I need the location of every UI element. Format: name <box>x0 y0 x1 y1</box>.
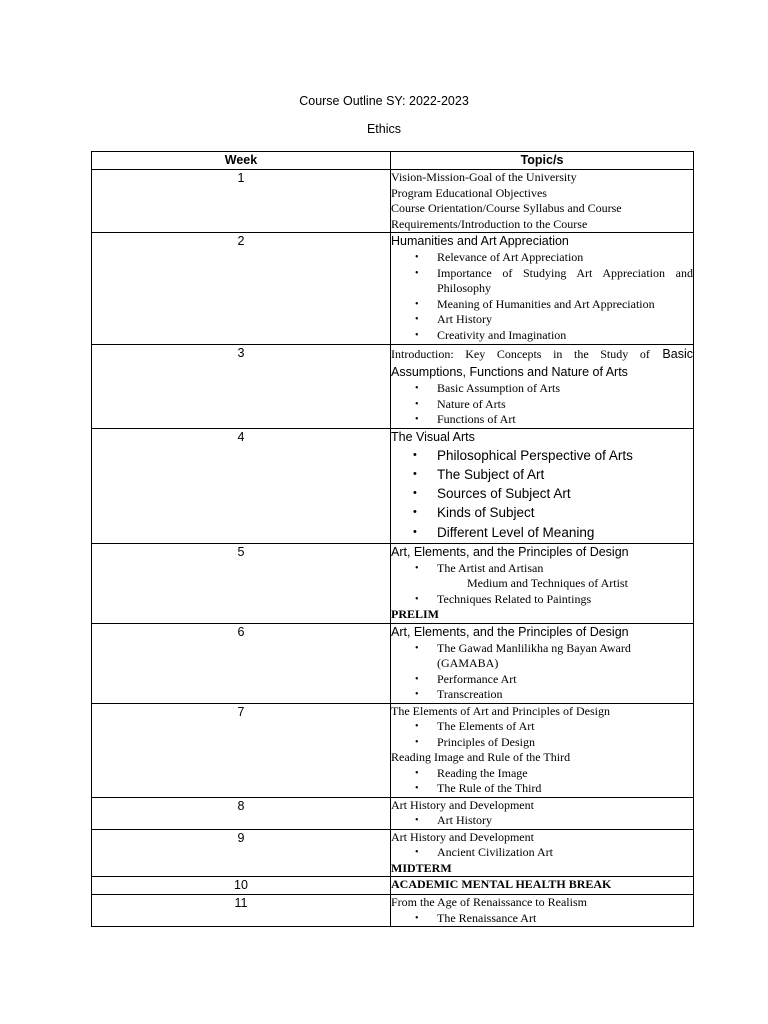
bullet-icon: • <box>415 314 419 325</box>
list-item: • The Gawad Manlilikha ng Bayan Award (GAMABA) <box>415 640 631 670</box>
topic-cell <box>391 428 694 543</box>
week-number: 8 <box>92 797 391 829</box>
topic-heading: Art History and Development <box>391 797 534 812</box>
topic-bullet-list <box>391 845 693 861</box>
bullet-icon: • <box>415 642 419 654</box>
topic-cell <box>391 543 694 623</box>
topic-bullet-list <box>391 446 693 542</box>
topic-heading: Introduction: Key Concepts in the Study of Basic Assumptions, Functions and Nature of Arts <box>391 347 693 379</box>
topic-bullet-list <box>391 719 693 750</box>
list-item: • The Subject of Art <box>391 465 693 484</box>
list-item: • The Rule of the Third <box>415 781 542 795</box>
table-row <box>92 170 694 233</box>
bullet-icon: • <box>413 467 417 480</box>
list-item: • Performance Art <box>415 671 517 686</box>
list-item: • Importance of Studying Art Appreciation and Philosophy <box>415 265 693 295</box>
week-number: 7 <box>92 703 391 797</box>
week-number: 5 <box>92 543 391 623</box>
list-item: • The Artist and Artisan <box>415 560 544 575</box>
topic-bullet-list <box>391 813 693 829</box>
week-number: 11 <box>92 895 391 927</box>
topic-cell <box>391 877 694 895</box>
bullet-icon: • <box>413 525 417 538</box>
topic-heading: Art, Elements, and the Principles of Design <box>391 544 629 559</box>
topic-cell <box>391 345 694 429</box>
list-item: • The Renaissance Art <box>415 910 537 925</box>
week-number: 9 <box>92 829 391 877</box>
topic-line: Course Orientation/Course Syllabus and Course Requirements/Introduction to the Course <box>391 201 622 231</box>
list-item: • Techniques Related to Paintings <box>415 591 592 606</box>
topic-heading: Art History and Development <box>391 829 534 844</box>
week-number: 1 <box>92 170 391 233</box>
topic-cell <box>391 170 694 233</box>
topic-bullet-list <box>391 766 693 797</box>
week-number: 6 <box>92 623 391 703</box>
topic-bullet-list <box>391 381 693 428</box>
table-row <box>92 895 694 927</box>
topic-cell <box>391 233 694 345</box>
table-row <box>92 543 694 623</box>
topic-line: Program Educational Objectives <box>391 185 547 200</box>
exam-label: PRELIM <box>391 607 439 621</box>
topic-heading: Humanities and Art Appreciation <box>391 234 569 248</box>
table-row <box>92 233 694 345</box>
list-item: • Different Level of Meaning <box>391 523 693 542</box>
list-item: • Sources of Subject Art <box>391 484 693 503</box>
list-item: • Kinds of Subject <box>391 503 693 522</box>
table-row <box>92 829 694 877</box>
list-item: • Art History <box>415 813 492 827</box>
list-item: • Art History <box>415 312 492 326</box>
table-row <box>92 428 694 543</box>
list-item: • Philosophical Perspective of Arts <box>391 446 693 465</box>
topic-heading: Art, Elements, and the Principles of Design <box>391 624 629 639</box>
week-number: 3 <box>92 345 391 429</box>
topic-bullet-list <box>391 641 693 703</box>
topic-cell <box>391 829 694 877</box>
topic-cell <box>391 703 694 797</box>
list-item: • Nature of Arts <box>415 396 506 411</box>
subject-title: Ethics <box>366 122 402 136</box>
bullet-icon: • <box>415 383 419 394</box>
topic-bullet-list <box>391 561 693 577</box>
topic-heading: From the Age of Renaissance to Realism <box>391 895 587 909</box>
bullet-icon: • <box>415 689 419 700</box>
bullet-icon: • <box>413 506 417 519</box>
list-item: • Transcreation <box>415 687 503 701</box>
table-row <box>92 877 694 895</box>
bullet-icon: • <box>415 847 419 858</box>
bullet-icon: • <box>415 815 419 826</box>
bullet-icon: • <box>415 721 419 732</box>
list-item: • Relevance of Art Appreciation <box>415 250 584 264</box>
bullet-icon: • <box>415 593 419 605</box>
bullet-icon: • <box>415 298 419 310</box>
topic-bullet-list <box>391 592 693 608</box>
table-row <box>92 797 694 829</box>
list-item: • Ancient Civilization Art <box>415 845 553 859</box>
bullet-icon: • <box>415 398 419 410</box>
list-item: • Functions of Art <box>415 412 516 426</box>
bullet-icon: • <box>415 912 419 924</box>
list-item: • Meaning of Humanities and Art Appreciation <box>415 296 655 311</box>
table-row <box>92 703 694 797</box>
topic-line: Vision-Mission-Goal of the University <box>391 170 577 184</box>
topic-heading: ACADEMIC MENTAL HEALTH BREAK <box>391 877 612 891</box>
bullet-icon: • <box>415 562 419 574</box>
topic-cell <box>391 623 694 703</box>
list-item: • Reading the Image <box>415 765 528 780</box>
week-number: 10 <box>92 877 391 895</box>
topic-cell <box>391 895 694 927</box>
bullet-icon: • <box>415 329 419 341</box>
week-number: 4 <box>92 428 391 543</box>
bullet-icon: • <box>415 267 419 279</box>
bullet-icon: • <box>415 673 419 685</box>
topic-subheading: Reading Image and Rule of the Third <box>391 750 571 764</box>
week-column-header: Week <box>92 152 391 170</box>
topic-cell <box>391 797 694 829</box>
list-item: • The Elements of Art <box>415 719 535 733</box>
week-number: 2 <box>92 233 391 345</box>
course-outline-table <box>91 151 694 927</box>
bullet-icon: • <box>413 448 417 461</box>
bullet-icon: • <box>413 487 417 500</box>
exam-label: MIDTERM <box>391 860 452 875</box>
topic-bullet-list <box>391 911 693 927</box>
bullet-icon: • <box>415 767 419 779</box>
topic-heading: The Elements of Art and Principles of Design <box>391 703 610 718</box>
list-item: • Basic Assumption of Arts <box>415 381 561 395</box>
topic-line: Medium and Techniques of Artist <box>467 576 628 590</box>
table-row <box>92 623 694 703</box>
bullet-icon: • <box>415 252 419 263</box>
bullet-icon: • <box>415 783 419 794</box>
list-item: • Principles of Design <box>415 734 535 749</box>
topic-heading: The Visual Arts <box>391 429 475 444</box>
document-title: Course Outline SY: 2022-2023 <box>299 94 469 108</box>
list-item: • Creativity and Imagination <box>415 327 567 342</box>
table-row <box>92 345 694 429</box>
topic-column-header: Topic/s <box>391 152 694 170</box>
topic-bullet-list <box>391 250 693 343</box>
table-header-row <box>92 152 694 170</box>
bullet-icon: • <box>415 414 419 425</box>
bullet-icon: • <box>415 736 419 748</box>
